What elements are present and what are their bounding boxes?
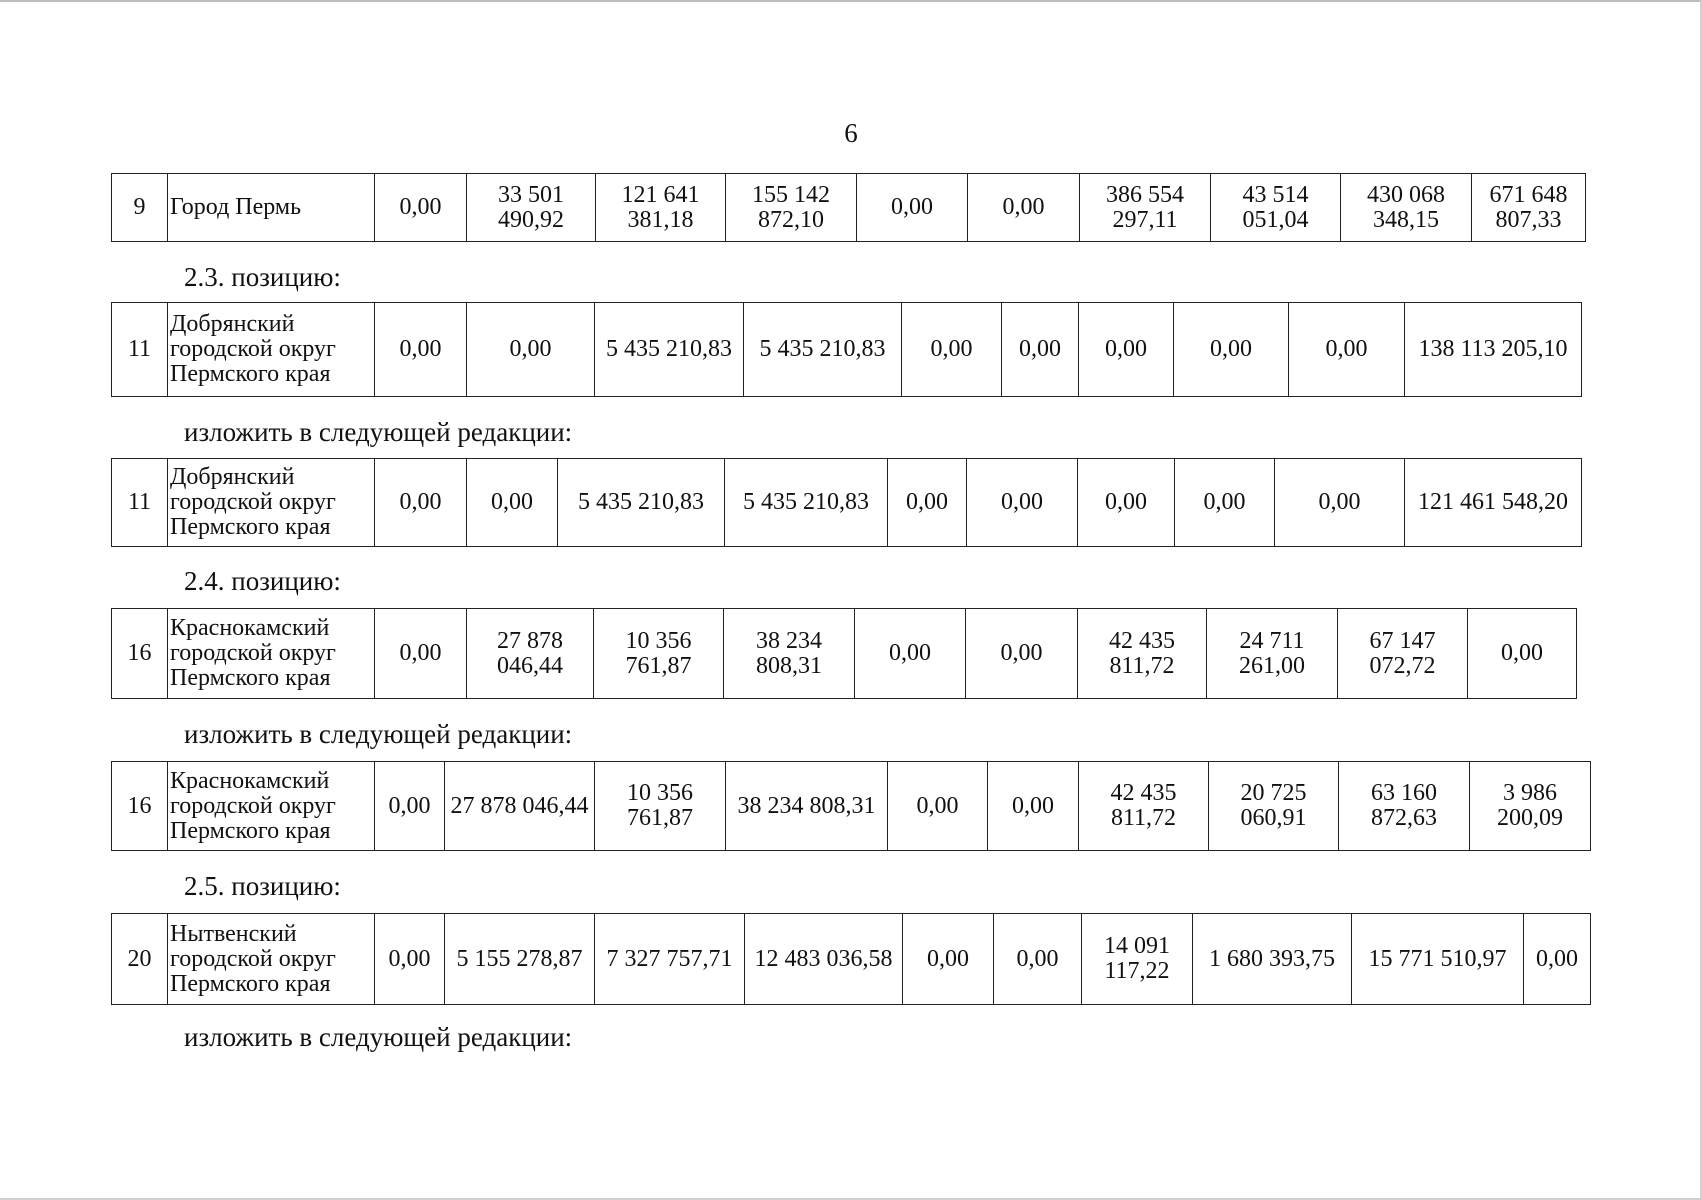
row-number: 16 [112,609,168,699]
amount-line: 138 113 205,10 [1418,336,1568,362]
municipality-name-line: Пермского края [170,361,331,387]
amount-line: 0,00 [1002,194,1045,220]
amount-line: 0,00 [1536,945,1578,972]
municipality-name [168,762,375,851]
amount-line: 297,11 [1112,206,1178,233]
amount-line: 0,00 [916,792,959,819]
amount-line: 0,00 [1325,336,1368,362]
amount-cell [888,762,988,851]
municipality-name-line: Добрянский [170,464,295,490]
amount-line: 5 435 210,83 [606,336,732,362]
municipality-name-line: Добрянский [170,311,295,337]
amount-cell [1193,914,1352,1005]
amount-line: 386 554 [1106,181,1184,208]
amount-cell [467,303,595,397]
amount-cell [1078,609,1207,699]
amount-line: 0,00 [1105,336,1147,362]
amount-cell [726,762,888,851]
amount-line: 872,63 [1371,805,1437,831]
amount-line: 20 725 [1240,780,1307,806]
amount-line: 0,00 [1012,792,1054,819]
amount-cell [1470,762,1591,851]
row-number: 9 [112,174,168,242]
amount-line: 0,00 [399,194,442,220]
municipality-name [168,609,375,699]
amount-line: 381,18 [627,206,694,233]
amount-cell [1352,914,1524,1005]
amount-line: 5 435 210,83 [759,336,886,362]
amount-line: 5 155 278,87 [456,945,583,972]
amount-line: 24 711 [1239,627,1305,654]
table-row-krasnokamsk-new [111,761,1591,851]
amount-line: 872,10 [758,206,824,233]
amount-cell [467,609,594,699]
amount-cell [724,609,855,699]
amount-line: 38 234 [756,627,822,654]
row-number: 16 [112,762,168,851]
municipality-name-line: Пермского края [170,665,331,691]
amount-line: 63 160 [1371,780,1437,806]
amount-cell [726,174,857,242]
amount-line: 0,00 [889,640,931,666]
amount-cell [1207,609,1338,699]
page-number: 6 [844,118,858,148]
amount-cell [375,914,445,1005]
amount-cell [1078,459,1175,547]
amount-cell [467,174,596,242]
amount-line: 200,09 [1497,805,1563,831]
amount-line: 046,44 [497,652,563,679]
amount-line: 0,00 [388,792,431,819]
amount-cell [375,762,445,851]
amount-cell [1472,174,1586,242]
municipality-name [168,303,375,397]
amount-line: 0,00 [1105,489,1147,515]
amount-line: 430 068 [1367,181,1445,208]
caption-new-edition-2: изложить в следующей редакции: [184,719,573,749]
amount-cell [1002,303,1079,397]
amount-cell [375,174,467,242]
amount-cell [725,459,888,547]
municipality-name-line: Пермского края [170,514,331,540]
municipality-name-line: Краснокамский [170,615,330,641]
caption-2-5: 2.5. позицию: [184,871,341,901]
municipality-name [168,174,375,242]
amount-cell [1082,914,1193,1005]
amount-cell [1341,174,1472,242]
amount-line: 0,00 [1019,336,1061,362]
caption-2-4: 2.4. позицию: [184,566,341,596]
amount-line: 0,00 [906,489,948,515]
amount-line: 261,00 [1239,652,1305,679]
amount-line: 0,00 [930,336,973,362]
amount-line: 42 435 [1110,780,1177,806]
amount-cell [967,459,1078,547]
amount-line: 0,00 [891,194,933,220]
amount-cell [595,914,745,1005]
amount-cell [595,762,726,851]
amount-line: 3 986 [1503,780,1557,806]
amount-cell [558,459,725,547]
amount-line: 121 641 [621,181,700,208]
amount-line: 0,00 [399,640,442,666]
amount-cell [855,609,966,699]
amount-cell [375,459,467,547]
amount-line: 807,33 [1495,206,1562,233]
amount-cell [1175,459,1275,547]
amount-cell [1405,459,1582,547]
municipality-name-line: Нытвенский [170,920,297,947]
amount-line: 671 648 [1489,181,1568,208]
row-number: 11 [112,459,168,547]
municipality-name-line: Пермского края [170,970,331,997]
municipality-name-line: городской округ [170,640,336,666]
municipality-name-line: Город Пермь [170,194,302,220]
amount-line: 811,72 [1109,652,1175,679]
amount-line: 43 514 [1242,181,1309,208]
amount-line: 5 435 210,83 [743,489,869,515]
amount-line: 27 878 046,44 [450,792,589,819]
amount-line: 12 483 036,58 [754,945,893,972]
amount-line: 5 435 210,83 [578,489,704,515]
amount-cell [1209,762,1339,851]
municipality-name-line: городской округ [170,792,336,819]
amount-line: 0,00 [1501,640,1543,666]
amount-cell [1275,459,1405,547]
amount-line: 38 234 808,31 [737,792,876,819]
amount-cell [745,914,903,1005]
amount-cell [1339,762,1470,851]
amount-cell [903,914,994,1005]
amount-line: 121 461 548,20 [1418,489,1568,515]
municipality-name [168,459,375,547]
municipality-name-line: городской округ [170,945,336,972]
amount-cell [1289,303,1405,397]
amount-cell [1080,174,1211,242]
table-row-perm [111,173,1586,242]
amount-cell [1338,609,1468,699]
amount-cell [994,914,1082,1005]
amount-cell [1211,174,1341,242]
municipality-name-line: Пермского края [170,817,331,844]
municipality-name [168,914,375,1005]
amount-line: 33 501 [498,181,564,208]
amount-cell [1468,609,1577,699]
amount-line: 0,00 [1016,945,1059,972]
amount-line: 7 327 757,71 [606,945,733,972]
amount-cell [902,303,1002,397]
amount-cell [445,762,595,851]
amount-line: 808,31 [756,652,822,679]
amount-line: 051,04 [1242,206,1309,233]
amount-line: 0,00 [491,489,533,515]
amount-cell [744,303,902,397]
amount-cell [445,914,595,1005]
amount-cell [375,303,467,397]
amount-cell [1524,914,1591,1005]
municipality-name-line: Краснокамский [170,767,330,794]
amount-line: 0,00 [1210,336,1252,362]
amount-line: 072,72 [1369,652,1436,679]
amount-cell [857,174,968,242]
table-row-dobryanka-new [111,458,1582,547]
amount-line: 0,00 [1001,489,1043,515]
amount-line: 10 356 [627,780,693,806]
amount-line: 761,87 [627,805,693,831]
amount-cell [1079,762,1209,851]
amount-cell [888,459,967,547]
municipality-name-line: городской округ [170,336,336,362]
amount-line: 0,00 [399,489,442,515]
caption-new-edition-3: изложить в следующей редакции: [184,1022,573,1052]
amount-cell [968,174,1080,242]
amount-cell [966,609,1078,699]
amount-line: 67 147 [1369,627,1436,654]
amount-cell [467,459,558,547]
amount-cell [595,303,744,397]
amount-line: 10 356 [625,627,692,654]
amount-line: 0,00 [1000,640,1043,666]
amount-cell [988,762,1079,851]
amount-line: 0,00 [927,945,969,972]
caption-new-edition-1: изложить в следующей редакции: [184,417,573,447]
amount-line: 811,72 [1110,805,1177,831]
amount-line: 15 771 510,97 [1368,945,1507,972]
amount-cell [596,174,726,242]
scan-edge-top [0,0,1702,2]
row-number: 11 [112,303,168,397]
row-number: 20 [112,914,168,1005]
amount-line: 42 435 [1109,627,1175,654]
amount-cell [594,609,724,699]
table-row-nytva-old [111,913,1591,1005]
amount-cell [1079,303,1174,397]
table-row-dobryanka-old [111,302,1582,397]
amount-cell [375,609,467,699]
amount-line: 1 680 393,75 [1209,945,1335,972]
amount-line: 117,22 [1104,958,1170,984]
caption-2-3: 2.3. позицию: [184,262,341,292]
amount-line: 0,00 [1203,489,1246,515]
amount-line: 761,87 [625,652,692,679]
amount-line: 490,92 [498,206,564,233]
municipality-name-line: городской округ [170,489,336,515]
amount-line: 348,15 [1373,206,1439,233]
amount-line: 155 142 [752,181,830,208]
amount-cell [1405,303,1582,397]
amount-line: 27 878 [497,627,563,654]
amount-line: 060,91 [1240,805,1307,831]
table-row-krasnokamsk-old [111,608,1577,699]
amount-line: 0,00 [388,945,431,972]
amount-line: 0,00 [509,336,552,362]
amount-line: 0,00 [399,336,442,362]
amount-line: 0,00 [1318,489,1361,515]
amount-line: 14 091 [1104,933,1170,959]
amount-cell [1174,303,1289,397]
